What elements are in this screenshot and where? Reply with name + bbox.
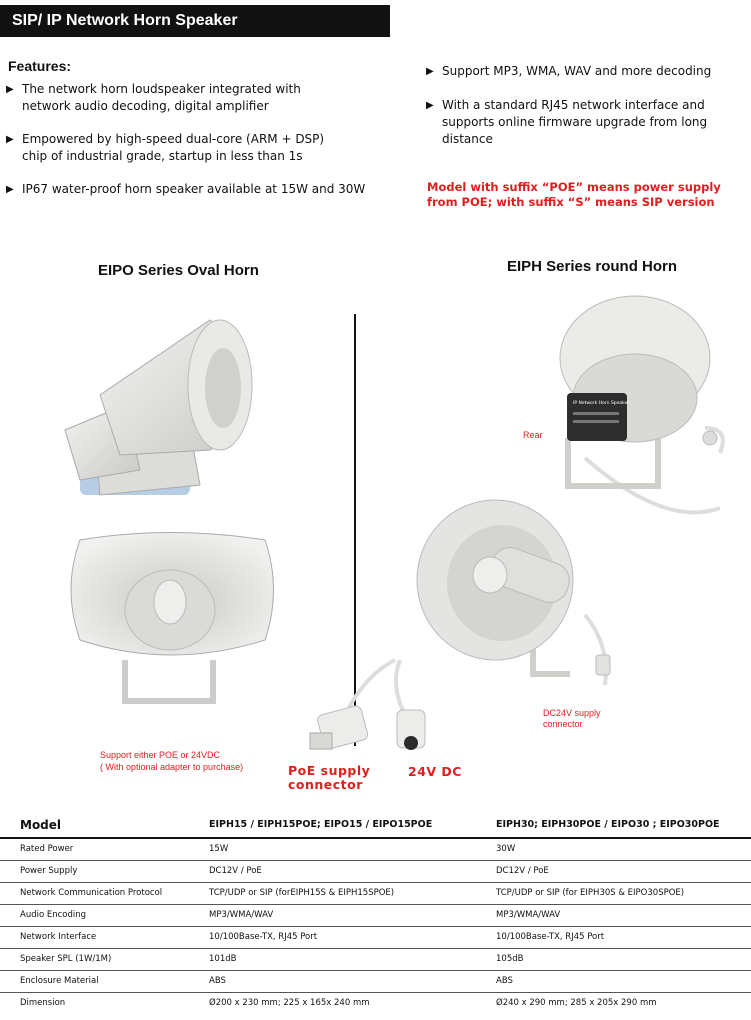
spec-header-model: Model [0, 812, 195, 838]
eipo-horn-side-image [40, 310, 270, 510]
spec-header-row [0, 812, 751, 838]
spec-value: Ø200 x 230 mm; 225 x 165x 240 mm [209, 998, 370, 1009]
dc24v-label: 24V DC [408, 764, 462, 779]
spec-value: 10/100Base-TX, RJ45 Port [195, 926, 476, 948]
spec-value: TCP/UDP or SIP (forEIPH15S & EIPH15SPOE) [195, 882, 476, 904]
spec-value: ABS [195, 970, 476, 992]
spec-label: Network Interface [0, 926, 195, 948]
spec-label: Enclosure Material [0, 970, 195, 992]
spec-label: Dimension [20, 998, 66, 1009]
table-row [0, 838, 751, 860]
feature-item: ▶ Empowered by high-speed dual-core (ARM + DSP) chip of industrial grade, startup in less than 1s [6, 131, 346, 165]
spec-label: Power Supply [0, 860, 195, 882]
table-row [0, 860, 751, 882]
spec-value: 10/100Base-TX, RJ45 Port [476, 926, 751, 948]
features-heading: Features: [8, 58, 72, 74]
spec-value: 105dB [476, 948, 751, 970]
table-row [0, 882, 751, 904]
spec-label: Audio Encoding [0, 904, 195, 926]
spec-header-col-30: EIPH30; EIPH30POE / EIPO30 ; EIPO30POE [476, 812, 751, 838]
spec-value: TCP/UDP or SIP (for EIPH30S & EIPO30SPOE) [476, 882, 751, 904]
support-note [100, 749, 243, 773]
spec-value: DC12V / PoE [476, 860, 751, 882]
feature-item: ▶ The network horn loudspeaker integrated with network audio decoding, digital amplifier [6, 81, 336, 115]
spec-label: Network Communication Protocol [0, 882, 195, 904]
model-suffix-note: Model with suffix “POE” means power supply from POE; with suffix “S” means SIP version [427, 180, 721, 209]
support-note-line-2: ( With optional adapter to purchase) [100, 762, 244, 772]
product-plate-text: IP Network Horn Speaker [573, 401, 630, 406]
spec-value: 101dB [195, 948, 476, 970]
page-title: SIP/ IP Network Horn Speaker [0, 5, 390, 37]
eipo-series-title: EIPO Series Oval Horn [98, 262, 259, 279]
spec-value: 30W [476, 838, 751, 860]
table-row [0, 970, 751, 992]
feature-item: ▶ Support MP3, WMA, WAV and more decoding [426, 63, 746, 80]
feature-item: ▶ IP67 water-proof horn speaker available at 15W and 30W [6, 181, 376, 198]
spec-value: 15W [195, 838, 476, 860]
table-row [0, 904, 751, 926]
poe-connector-image [305, 655, 455, 765]
dc24v-connector-label: DC24V supply connector [543, 708, 601, 729]
spec-value: ABS [476, 970, 751, 992]
spec-value: Ø240 x 290 mm; 285 x 205x 290 mm [496, 998, 657, 1009]
spec-value: DC12V / PoE [195, 860, 476, 882]
table-row [0, 992, 751, 1014]
spec-label: Rated Power [0, 838, 195, 860]
table-row [0, 926, 751, 948]
spec-value: MP3/WMA/WAV [476, 904, 751, 926]
rear-label: Rear [523, 430, 543, 440]
eiph-series-title: EIPH Series round Horn [507, 258, 678, 275]
spec-value: MP3/WMA/WAV [195, 904, 476, 926]
spec-label: Speaker SPL (1W/1M) [0, 948, 195, 970]
spec-header-col-15: EIPH15 / EIPH15POE; EIPO15 / EIPO15POE [195, 812, 476, 838]
poe-connector-label: PoE supply connector [288, 763, 371, 792]
table-row [0, 948, 751, 970]
feature-item: ▶ With a standard RJ45 network interface and supports online firmware upgrade from long distance [426, 97, 751, 148]
eipo-horn-front-image [60, 530, 285, 710]
support-note-line-1: Support either POE or 24VDC [100, 750, 221, 760]
spec-table [0, 812, 751, 1014]
